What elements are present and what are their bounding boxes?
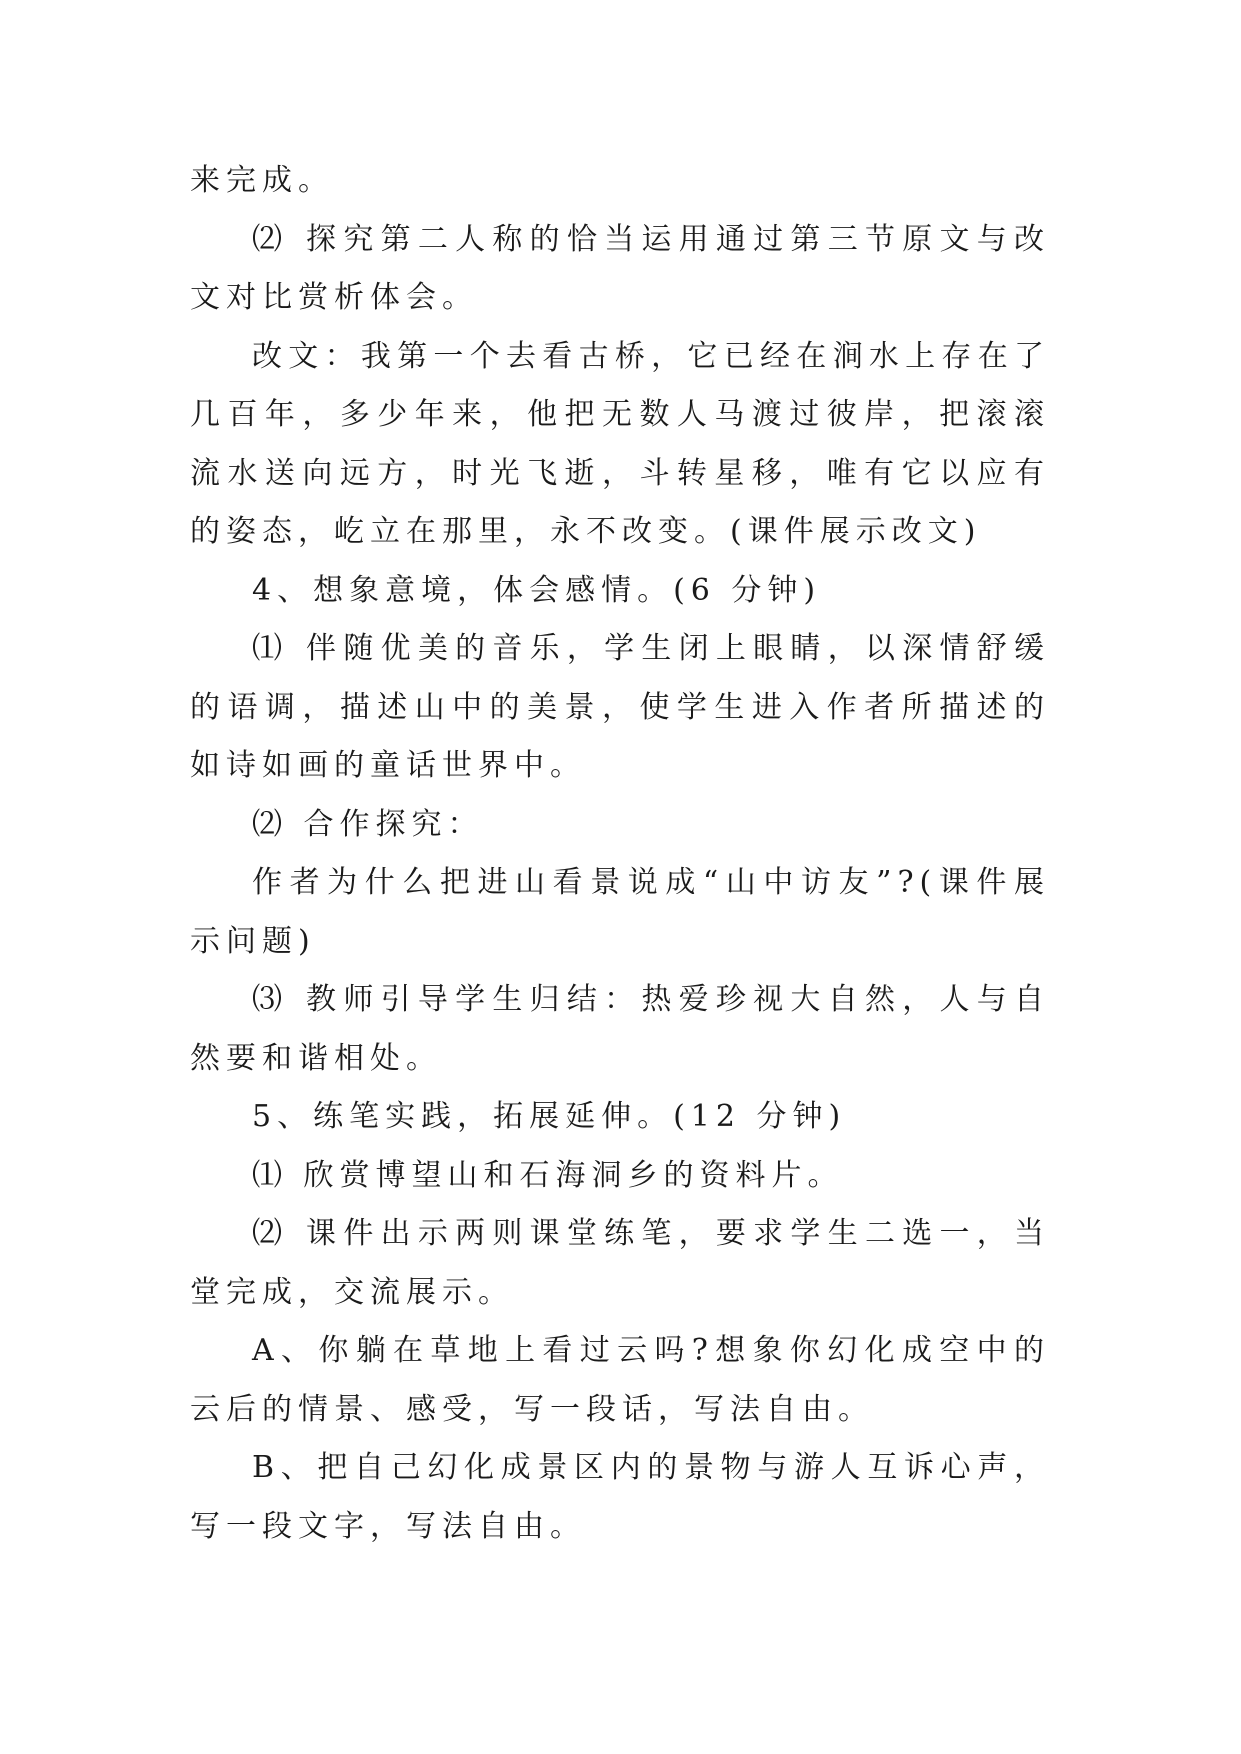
paragraph-5: ⑴ 伴随优美的音乐，学生闭上眼睛，以深情舒缓的语调，描述山中的美景，使学生进入作者所描述的如诗如画的童话世界中。 <box>190 631 1050 783</box>
paragraph-8: ⑶ 教师引导学生归结：热爱珍视大自然，人与自然要和谐相处。 <box>190 982 1050 1076</box>
paragraph-9: 5、练笔实践，拓展延伸。(12 分钟) <box>252 1099 847 1134</box>
paragraph-2: ⑵ 探究第二人称的恰当运用通过第三节原文与改文对比赏析体会。 <box>190 221 1050 315</box>
paragraph-11: ⑵ 课件出示两则课堂练笔，要求学生二选一，当堂完成，交流展示。 <box>190 1216 1050 1310</box>
paragraph-7: 作者为什么把进山看景说成“山中访友”?(课件展示问题) <box>190 865 1050 959</box>
paragraph-12: A、你躺在草地上看过云吗?想象你幻化成空中的云后的情景、感受，写一段话，写法自由。 <box>190 1333 1050 1427</box>
paragraph-6: ⑵ 合作探究： <box>252 806 484 842</box>
document-body <box>190 152 1050 1556</box>
paragraph-3: 改文：我第一个去看古桥，它已经在涧水上存在了几百年，多少年来，他把无数人马渡过彼岸，把滚滚流水送向远方，时光飞逝，斗转星移，唯有它以应有的姿态，屹立在那里，永不改变。(课件展示改文) <box>190 338 1050 549</box>
paragraph-13: B、把自己幻化成景区内的景物与游人互诉心声，写一段文字，写法自由。 <box>190 1450 1050 1544</box>
paragraph-1: 来完成。 <box>190 163 334 198</box>
paragraph-4: 4、想象意境，体会感情。(6 分钟) <box>252 572 822 608</box>
paragraph-10: ⑴ 欣赏博望山和石海洞乡的资料片。 <box>252 1157 844 1193</box>
